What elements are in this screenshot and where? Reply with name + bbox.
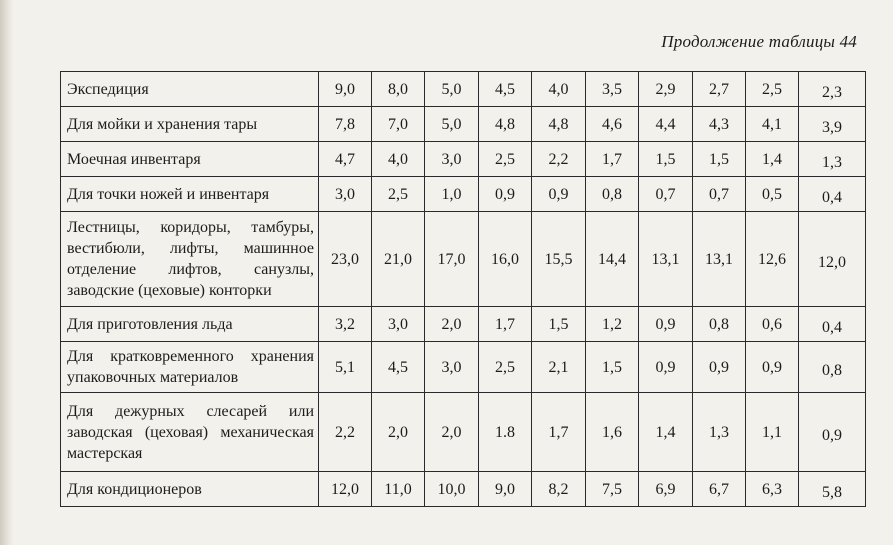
value-cell: 6,9 xyxy=(639,472,693,507)
table-row xyxy=(61,177,866,212)
table-row xyxy=(61,72,866,107)
value-cell: 0,9 xyxy=(746,342,799,393)
value-cell: 0,4 xyxy=(799,177,866,212)
value-cell: 1,5 xyxy=(693,142,746,177)
value-cell: 1,0 xyxy=(425,177,479,212)
value-cell: 3,2 xyxy=(319,307,372,342)
value-cell: 2,2 xyxy=(319,393,372,472)
value-cell: 8,0 xyxy=(372,72,425,107)
value-cell: 1,2 xyxy=(586,307,639,342)
value-cell: 3,0 xyxy=(372,307,425,342)
value-cell: 12,0 xyxy=(799,212,866,307)
value-cell: 2,3 xyxy=(799,72,866,107)
value-cell: 21,0 xyxy=(372,212,425,307)
value-cell: 3,0 xyxy=(425,142,479,177)
value-cell: 10,0 xyxy=(425,472,479,507)
value-cell: 0,9 xyxy=(639,307,693,342)
value-cell: 2,5 xyxy=(372,177,425,212)
row-label: Экспедиция xyxy=(61,72,319,107)
value-cell: 0,4 xyxy=(799,307,866,342)
value-cell: 0,8 xyxy=(693,307,746,342)
value-cell: 4,7 xyxy=(319,142,372,177)
value-cell: 2,5 xyxy=(479,342,532,393)
value-cell: 9,0 xyxy=(479,472,532,507)
table-row xyxy=(61,307,866,342)
value-cell: 1,7 xyxy=(479,307,532,342)
value-cell: 1,4 xyxy=(746,142,799,177)
row-label: Моечная инвентаря xyxy=(61,142,319,177)
row-label: Для точки ножей и инвентаря xyxy=(61,177,319,212)
value-cell: 2,1 xyxy=(532,342,586,393)
value-cell: 1,5 xyxy=(586,342,639,393)
value-cell: 4,8 xyxy=(532,107,586,142)
value-cell: 12,0 xyxy=(319,472,372,507)
value-cell: 0,8 xyxy=(799,342,866,393)
value-cell: 13,1 xyxy=(693,212,746,307)
value-cell: 7,8 xyxy=(319,107,372,142)
value-cell: 1,4 xyxy=(639,393,693,472)
value-cell: 16,0 xyxy=(479,212,532,307)
value-cell: 6,3 xyxy=(746,472,799,507)
value-cell: 3,9 xyxy=(799,107,866,142)
value-cell: 6,7 xyxy=(693,472,746,507)
value-cell: 2,0 xyxy=(372,393,425,472)
value-cell: 3,5 xyxy=(586,72,639,107)
value-cell: 2,0 xyxy=(425,393,479,472)
value-cell: 4,5 xyxy=(479,72,532,107)
value-cell: 8,2 xyxy=(532,472,586,507)
value-cell: 2,5 xyxy=(479,142,532,177)
value-cell: 0,9 xyxy=(479,177,532,212)
row-label: Для мойки и хранения тары xyxy=(61,107,319,142)
table-row xyxy=(61,393,866,472)
value-cell: 7,5 xyxy=(586,472,639,507)
table-continuation-caption: Продолжение таблицы 44 xyxy=(661,32,857,51)
value-cell: 0,9 xyxy=(799,393,866,472)
value-cell: 1.8 xyxy=(479,393,532,472)
table-row xyxy=(61,342,866,393)
value-cell: 4,4 xyxy=(639,107,693,142)
value-cell: 0,7 xyxy=(639,177,693,212)
value-cell: 0,7 xyxy=(693,177,746,212)
value-cell: 3,0 xyxy=(319,177,372,212)
value-cell: 4,0 xyxy=(372,142,425,177)
value-cell: 2,7 xyxy=(693,72,746,107)
value-cell: 4,3 xyxy=(693,107,746,142)
value-cell: 12,6 xyxy=(746,212,799,307)
value-cell: 23,0 xyxy=(319,212,372,307)
value-cell: 5,8 xyxy=(799,472,866,507)
value-cell: 0,9 xyxy=(639,342,693,393)
value-cell: 0,5 xyxy=(746,177,799,212)
data-table xyxy=(60,71,866,507)
value-cell: 1,5 xyxy=(532,307,586,342)
value-cell: 5,1 xyxy=(319,342,372,393)
row-label: Для кратковременного хранения упаковочных материалов xyxy=(61,342,319,393)
value-cell: 4,8 xyxy=(479,107,532,142)
value-cell: 14,4 xyxy=(586,212,639,307)
value-cell: 7,0 xyxy=(372,107,425,142)
value-cell: 11,0 xyxy=(372,472,425,507)
value-cell: 4,6 xyxy=(586,107,639,142)
value-cell: 9,0 xyxy=(319,72,372,107)
value-cell: 15,5 xyxy=(532,212,586,307)
value-cell: 1,1 xyxy=(746,393,799,472)
value-cell: 1,7 xyxy=(586,142,639,177)
value-cell: 3,0 xyxy=(425,342,479,393)
value-cell: 2,5 xyxy=(746,72,799,107)
row-label: Лестницы, коридоры, тамбуры, вестибюли, лифты, машинное отделение лифтов, санузлы, заводские (цеховые) конторки xyxy=(61,212,319,307)
row-label: Для дежурных слесарей или заводская (цеховая) механическая мастерская xyxy=(61,393,319,472)
value-cell: 2,2 xyxy=(532,142,586,177)
value-cell: 1,3 xyxy=(799,142,866,177)
value-cell: 1,3 xyxy=(693,393,746,472)
value-cell: 1,5 xyxy=(639,142,693,177)
row-label: Для кондиционеров xyxy=(61,472,319,507)
value-cell: 4,0 xyxy=(532,72,586,107)
value-cell: 5,0 xyxy=(425,72,479,107)
table-row xyxy=(61,212,866,307)
table-body xyxy=(61,72,866,507)
value-cell: 0,9 xyxy=(532,177,586,212)
value-cell: 5,0 xyxy=(425,107,479,142)
table-row xyxy=(61,142,866,177)
value-cell: 4,5 xyxy=(372,342,425,393)
page-binding-shadow xyxy=(0,0,14,545)
value-cell: 0,9 xyxy=(693,342,746,393)
value-cell: 2,0 xyxy=(425,307,479,342)
row-label: Для приготовления льда xyxy=(61,307,319,342)
value-cell: 4,1 xyxy=(746,107,799,142)
value-cell: 13,1 xyxy=(639,212,693,307)
table-row xyxy=(61,472,866,507)
table-row xyxy=(61,107,866,142)
value-cell: 2,9 xyxy=(639,72,693,107)
value-cell: 0,6 xyxy=(746,307,799,342)
value-cell: 1,7 xyxy=(532,393,586,472)
value-cell: 0,8 xyxy=(586,177,639,212)
value-cell: 1,6 xyxy=(586,393,639,472)
value-cell: 17,0 xyxy=(425,212,479,307)
